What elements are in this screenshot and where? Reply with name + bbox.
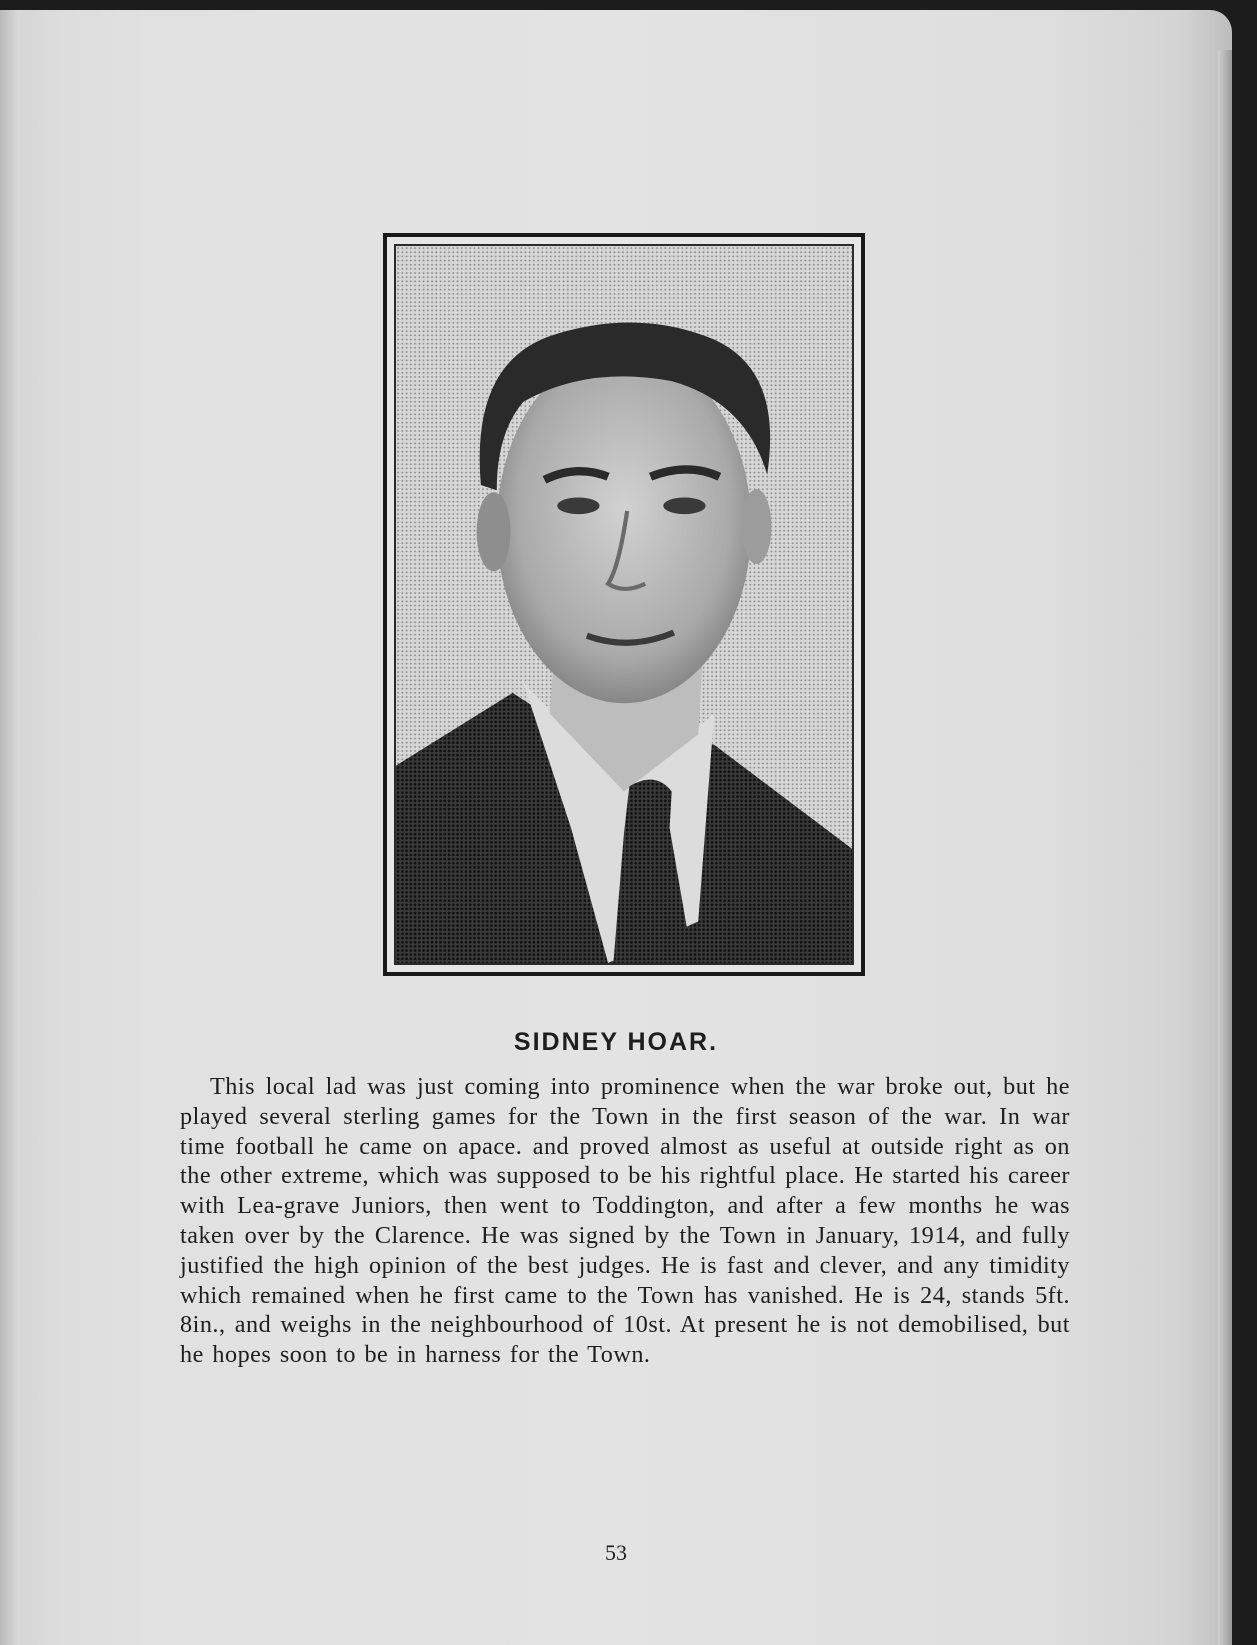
page-edge [1218, 50, 1232, 1645]
portrait-frame [383, 233, 865, 976]
biography-paragraph: This local lad was just coming into prominence when the war broke out, but he played several sterling games for the Town in the first season of the war. In war time football he came on apace. and proved almost as useful at outside right as on the other extreme, which was supposed to be his rightful place. He started his career with Lea-grave Juniors, then went to Toddington, and after a few months he was taken over by the Clarence. He was signed by the Town in January, 1914, and fully justified the high opinion of the best judges. He is fast and clever, and any timidity which remained when he first came to the Town has vanished. He is 24, stands 5ft. 8in., and weighs in the neighbourhood of 10st. At present he is not demobilised, but he hopes soon to be in harness for the Town. [180, 1073, 1070, 1369]
book-page [0, 10, 1232, 1645]
page-number: 53 [605, 1540, 627, 1565]
portrait-photo [394, 244, 854, 965]
page-gutter-shadow [0, 10, 30, 1645]
portrait-caption: SIDNEY HOAR. [513, 1028, 719, 1056]
